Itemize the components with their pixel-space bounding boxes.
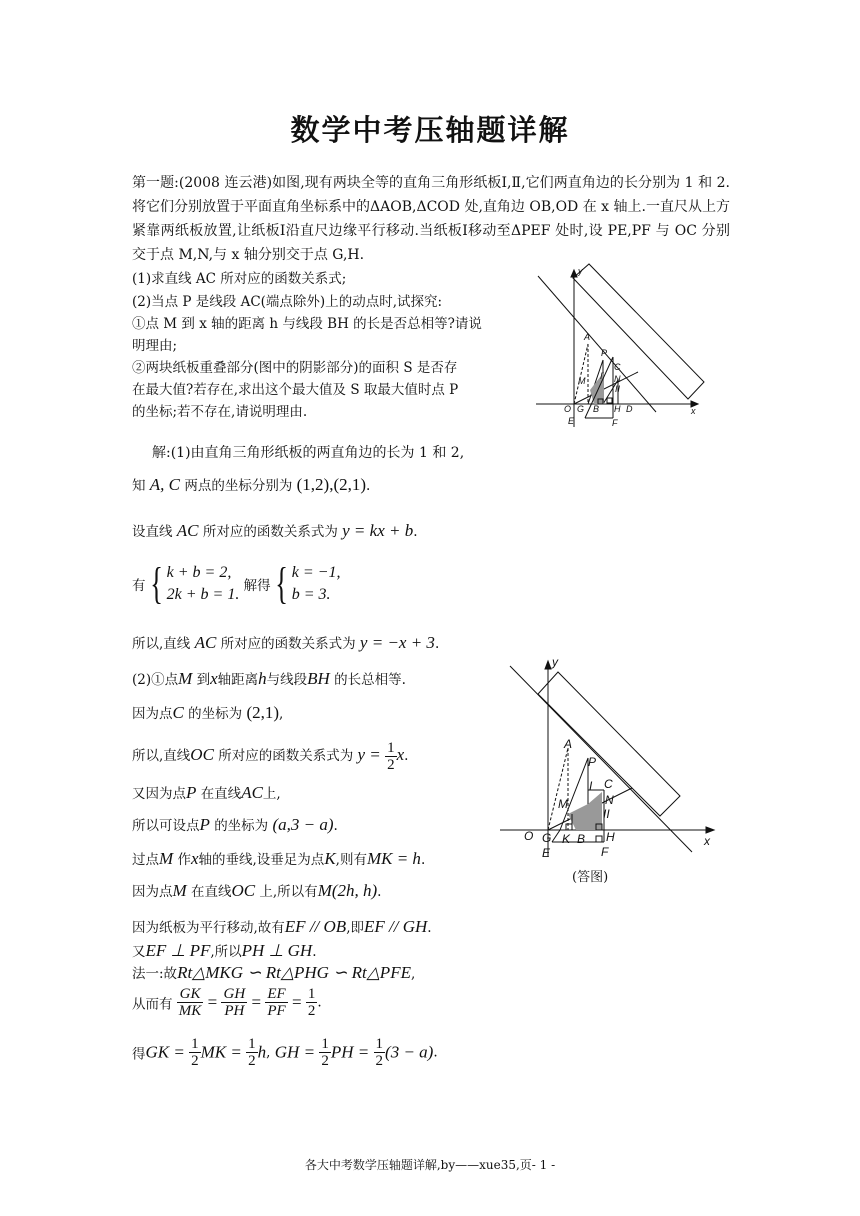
solution-line-8 [132,782,281,803]
text: 法一:故 [132,966,178,982]
fig2-label-e: E [542,846,551,860]
fig2-label-p: P [588,755,597,769]
math: AC [194,633,217,652]
fig2-label-k: K [562,832,571,846]
text: ,则有 [335,852,367,868]
page-footer: 各大中考数学压轴题详解,by——xue35,页- 1 - [304,1158,556,1172]
solution-line-1: 解:(1)由直角三角形纸板的两直角边的长为 1 和 2, [152,445,465,461]
fig2-label-o: O [524,829,534,843]
answer-figure [492,652,724,864]
math: AC [241,783,263,802]
solution-line-15: 从而有 $\frac{GK}{MK}$ = $\frac{GH}{PH}$ = $\frac{EF}{PF}$ = $\frac{1}{2}$ . [132,986,322,1019]
text: 又 [132,944,146,960]
text: ,所以 [210,944,242,960]
text: 所对应的函数关系式为 [218,748,354,764]
math: y = −x + 3 [359,633,435,652]
text: 知 [132,478,146,494]
fig2-label-a: A [564,737,573,751]
fig1-label-a: A [584,332,591,342]
denominator: 2 [387,757,395,773]
page-title: 数学中考压轴题详解 [290,113,570,147]
solution-line-16: 得GK = $\frac{1}{2}$ MK = $\frac{1}{2}$ h, GH = $\frac{1}{2}$ PH = $\frac{1}{2}$ (3 − a). [132,1036,438,1069]
fraction [319,1036,331,1069]
math: GK = [145,1042,185,1062]
fig1-label-x: x [691,406,696,416]
math: M(2h, h) [317,881,378,900]
fraction [221,986,247,1019]
math: M [159,849,174,868]
math: Rt△MKG ∽ Rt△PHG ∽ Rt△PFE [177,963,411,982]
text: 上, [262,786,281,802]
math: C [172,703,184,722]
text: 所以可设点 [132,818,200,834]
fig1-label-i: I [600,371,603,381]
solution-line-11: 因为点M 在直线OC 上,所以有M(2h, h). [132,881,382,900]
math: y = kx + b [342,521,414,540]
fig2-label-h: H [606,830,615,844]
solution-line-7: 所以,直线OC 所对应的函数关系式为 y = $\frac{1}{2}$ x. [132,740,409,773]
math: OC [231,881,256,900]
math: PH ⊥ GH [241,941,313,960]
fig1-label-b: B [593,404,600,414]
math: EF // OB [284,917,347,936]
math: (a,3 − a) [272,815,334,834]
fig2-label-b: B [577,832,586,846]
numerator: 1 [387,740,395,756]
fig2-label-f: F [601,845,609,859]
math: (2,1) [246,703,280,722]
text: 有 [132,578,146,594]
math: y = [357,745,381,764]
fig2-label-c: C [604,777,613,791]
text: 的长总相等. [334,672,406,688]
fraction [306,986,318,1019]
math: GH = [274,1042,316,1062]
text: 轴距离 [217,672,259,688]
math: EF ⊥ PF [145,941,211,960]
fig2-label-g: G [542,831,552,845]
fraction [265,986,287,1019]
problem-intro: 第一题:(2008 连云港)如图,现有两块全等的直角三角形纸板Ⅰ,Ⅱ,它们两直角边的长分别为 1 和 2.将它们分别放置于平面直角坐标系中的ΔAOB,ΔCOD 处,直角边 OB,OD 在 x 轴上.一直尺从上方紧靠两纸板放置,让纸板Ⅰ沿直尺边缘平行移动.当纸板Ⅰ移动至ΔPEF 处时,设 PE,PF 与 OC 分别交于点 M,N,与 x 轴分别交于点 G,H. [132,175,730,263]
fraction [374,1036,386,1069]
math: P [186,783,197,802]
question-2-part-1a: ①点 M 到 x 轴的距离 h 与线段 BH 的长是否总相等?请说 [132,316,482,332]
text: 解得 [243,578,271,594]
math: OC [190,745,214,764]
denominator: 2 [321,1053,329,1069]
fraction [385,740,397,773]
math: AC [176,521,199,540]
denominator: 2 [191,1053,199,1069]
denominator: 2 [307,1003,316,1019]
text: 所以,直线 [132,748,191,764]
fig1-label-f: F [612,418,618,428]
question-2-part-2c: 的坐标;若不存在,请说明理由. [132,404,308,420]
text: 上,所以有 [259,884,318,900]
math: x [396,745,405,764]
fig2-label-ii: II [603,807,610,821]
fig1-label-o: O [564,404,572,414]
fraction [246,1036,258,1069]
math: k = −1, [291,564,341,581]
fraction [189,1036,201,1069]
math: P [199,815,210,834]
solution-line-6: 因为点C 的坐标为 (2,1), [132,703,284,722]
math: x [210,669,218,688]
math: PH = [330,1042,370,1062]
math: h [257,1042,267,1062]
solution-line-10: 过点M 作x轴的垂线,设垂足为点K,则有MK = h. [132,849,426,868]
text: 所对应的函数关系式为 [202,524,338,540]
math: M [172,881,187,900]
numerator: EF [267,986,286,1002]
fig2-label-m: M [558,797,568,811]
text: 轴的垂线,设垂足为点 [198,852,325,868]
text: 因为点 [132,706,173,722]
numerator: GH [223,986,246,1002]
text: (2)①点 [132,672,179,688]
fig1-label-h: H [614,404,621,414]
fig1-label-m: M [578,376,586,386]
text: 在直线 [190,884,232,900]
fig1-label-ii: II [615,384,621,394]
fig1-label-g: G [577,404,585,414]
numerator: 1 [191,1036,199,1052]
solution-line-4: 所以,直线 AC 所对应的函数关系式为 y = −x + 3. [132,633,440,652]
text: 作 [177,852,191,868]
solution-line-13: 又EF ⊥ PF,所以PH ⊥ GH. [132,941,317,960]
problem-figure [528,262,708,430]
solution-line-5 [132,668,406,689]
solution-line-14: 法一:故Rt△MKG ∽ Rt△PHG ∽ Rt△PFE, [132,963,416,982]
text: 设直线 [132,524,173,540]
text: 的坐标为 [214,818,269,834]
fig2-label-i: I [589,779,593,793]
solution-line-2: 知 A, C 两点的坐标分别为 (1,2),(2,1). [132,475,371,494]
numerator: 1 [248,1036,256,1052]
numerator: GK [177,986,204,1003]
fraction [177,986,204,1019]
math: h [258,669,267,688]
text: 又因为点 [132,786,186,802]
numerator: 1 [321,1036,329,1052]
text: 因为纸板为平行移动,故有 [132,920,285,936]
numerator: 1 [375,1036,384,1052]
math: (3 − a) [385,1042,434,1062]
denominator: MK [178,1003,202,1019]
question-1: (1)求直线 AC 所对应的函数关系式; [132,271,347,287]
math: MK = h [366,849,421,868]
text: 在直线 [200,786,242,802]
numerator: 1 [307,986,316,1002]
fig1-label-n: N [614,374,621,384]
question-2-part-2a: ②两块纸板重叠部分(图中的阴影部分)的面积 S 是否存 [132,360,458,376]
math: x [190,849,199,868]
figure-caption: (答图) [572,870,609,885]
text: 所以,直线 [132,636,191,652]
math: (1,2),(2,1) [296,475,367,494]
math: A, C [149,475,181,494]
text: 因为点 [132,884,173,900]
math: EF // GH [363,917,428,936]
text: 的坐标为 [188,706,243,722]
denominator: PF [267,1003,286,1019]
fig1-label-d: D [626,404,633,414]
fig2-label-x: x [704,834,710,848]
fig2-label-y: y [552,655,558,669]
math: BH [307,669,330,688]
text: 过点 [132,852,159,868]
denominator: PH [224,1003,245,1019]
math: k + b = 2, [166,564,232,581]
text: 从而有 [132,996,173,1013]
denominator: 2 [248,1053,256,1069]
math: K [324,849,336,868]
math: MK = [200,1042,242,1062]
math: b = 3. [291,586,331,603]
fig1-label-y: y [578,266,583,276]
solution-line-9: 所以可设点P 的坐标为 (a,3 − a). [132,815,338,834]
text: 到 [196,672,211,688]
text: ,即 [346,920,364,936]
question-2: (2)当点 P 是线段 AC(端点除外)上的动点时,试探究: [132,294,443,310]
fig1-label-p: P [601,348,608,358]
text: 所对应的函数关系式为 [220,636,356,652]
question-2-part-1b: 明理由; [132,338,178,354]
text: 两点的坐标分别为 [184,478,293,494]
denominator: 2 [375,1053,384,1069]
fig1-label-c: C [614,362,621,372]
question-2-part-2b: 在最大值?若存在,求出这个最大值及 S 取最大值时点 P [132,382,459,398]
text: 得 [132,1046,146,1063]
math: 2k + b = 1. [166,586,240,603]
math: M [178,669,193,688]
fig1-label-e: E [568,416,575,426]
fig2-label-n: N [605,793,614,807]
equation-system: 有{ k + b = 2, 2k + b = 1. 解得{ k = −1, b = 3. [132,559,341,608]
solution-line-3: 设直线 AC 所对应的函数关系式为 y = kx + b. [132,521,418,540]
solution-line-12: 因为纸板为平行移动,故有EF // OB,即EF // GH. [132,917,432,936]
text: 与线段 [266,672,308,688]
